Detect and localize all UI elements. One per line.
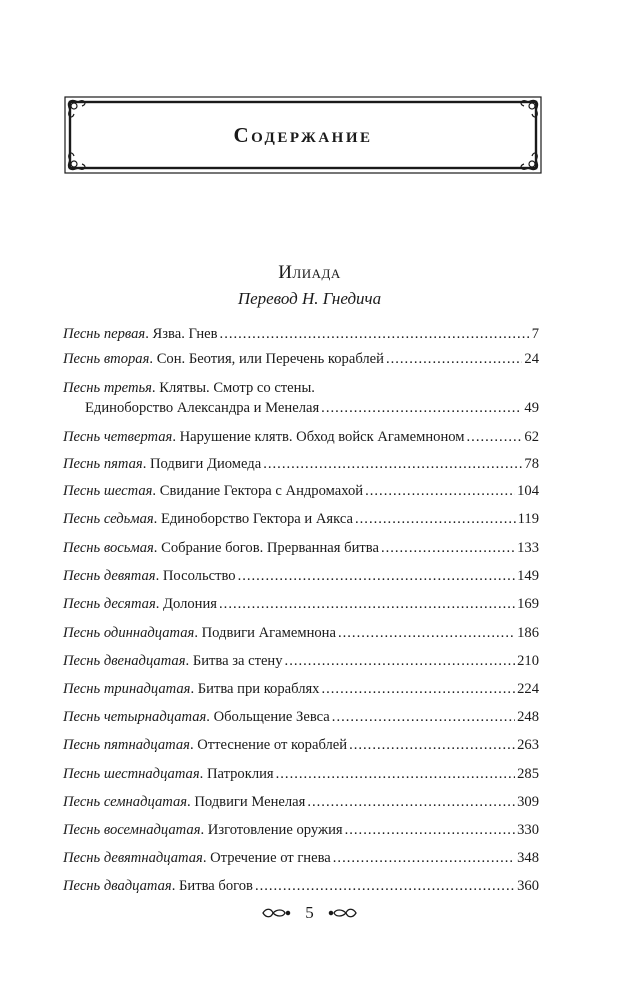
flourish-right-icon xyxy=(328,906,358,920)
toc-entry[interactable]: Песнь восьмая. Собрание богов. Прерванная битва ..... 133 xyxy=(63,538,539,558)
song-name: Песнь вторая xyxy=(63,351,150,367)
toc-entry[interactable]: Песнь третья. Клятвы. Смотр со стены. Единоборство Александра и Менелая ..... 49 xyxy=(63,378,539,418)
entry-title: Патроклия xyxy=(206,766,274,782)
song-name: Песнь двадцатая xyxy=(63,878,172,894)
page-number: 62 xyxy=(524,429,539,445)
entry-title: Подвиги Диомеда xyxy=(150,456,262,472)
song-name: Песнь десятая xyxy=(63,596,156,612)
work-subtitle: Перевод Н. Гнедича xyxy=(237,289,382,308)
entry-title: Посольство xyxy=(162,568,236,584)
song-name: Песнь четвертая xyxy=(63,429,173,445)
toc-entry[interactable]: Песнь пятнадцатая. Оттеснение от кораблей ..... 263 xyxy=(63,735,539,755)
toc-entry[interactable]: Песнь десятая. Долония ..... 169 xyxy=(63,594,539,614)
page-number: 224 xyxy=(517,681,539,697)
dot-leader xyxy=(365,481,515,501)
entry-title: Подвиги Менелая xyxy=(194,794,306,810)
page-footer xyxy=(0,902,619,923)
song-name: Песнь пятая xyxy=(63,456,143,472)
song-name: Песнь восьмая xyxy=(63,540,154,556)
song-name: Песнь восемнадцатая xyxy=(63,822,201,838)
entry-title: Сон. Беотия, или Перечень кораблей xyxy=(156,351,384,367)
page-number: 248 xyxy=(517,709,539,725)
page-number: 49 xyxy=(524,400,539,416)
dot-leader xyxy=(307,792,515,812)
entry-title: Битва богов xyxy=(179,878,253,894)
toc-entry[interactable]: Песнь двенадцатая. Битва за стену ..... 210 xyxy=(63,651,539,671)
entry-title: Битва при кораблях xyxy=(197,681,320,697)
toc-entry[interactable]: Песнь четвертая. Нарушение клятв. Обход войск Агамемноном ..... 62 xyxy=(63,427,539,447)
song-name: Песнь тринадцатая xyxy=(63,681,191,697)
title-frame xyxy=(64,96,542,174)
page-number: 348 xyxy=(517,850,539,866)
toc-entry[interactable]: Песнь двадцатая. Битва богов ..... 360 xyxy=(63,876,539,896)
dot-leader xyxy=(381,538,515,558)
song-name: Песнь седьмая xyxy=(63,511,154,527)
toc-entry[interactable]: Песнь одиннадцатая. Подвиги Агамемнона ..... 186 xyxy=(63,623,539,643)
dot-leader xyxy=(321,398,522,418)
entry-title: Оттеснение от кораблей xyxy=(197,737,348,753)
song-name: Песнь шестая xyxy=(63,483,153,499)
song-name: Песнь четырнадцатая xyxy=(63,709,207,725)
toc-entry[interactable]: Песнь девятая. Посольство ..... 149 xyxy=(63,566,539,586)
entry-title: Собрание богов. Прерванная битва xyxy=(161,540,379,556)
entry-title: Изготовление оружия xyxy=(207,822,343,838)
dot-leader xyxy=(333,848,515,868)
dot-leader xyxy=(345,820,516,840)
song-name: Песнь одиннадцатая xyxy=(63,625,195,641)
dot-leader xyxy=(332,707,515,727)
entry-title: Свидание Гектора с Андромахой xyxy=(159,483,364,499)
toc-entry[interactable]: Песнь шестая. Свидание Гектора с Андромахой ..... 104 xyxy=(63,481,539,501)
page-number: 7 xyxy=(531,326,539,342)
dot-leader xyxy=(285,651,516,671)
entry-title: Единоборство Гектора и Аякса xyxy=(160,511,353,527)
song-name: Песнь девятая xyxy=(63,568,156,584)
dot-leader xyxy=(219,594,515,614)
page-number: 133 xyxy=(517,540,539,556)
toc-entry[interactable]: Песнь шестнадцатая. Патроклия ..... 285 xyxy=(63,764,539,784)
entry-title: Долония xyxy=(163,596,218,612)
song-name: Песнь семнадцатая xyxy=(63,794,188,810)
dot-leader xyxy=(355,509,516,529)
entry-title-continued: Единоборство Александра и Менелая xyxy=(85,400,320,416)
page-number: 330 xyxy=(517,822,539,838)
toc-entry[interactable]: Песнь четырнадцатая. Обольщение Зевса ..... 248 xyxy=(63,707,539,727)
dot-leader xyxy=(386,349,522,369)
page-number: 78 xyxy=(524,456,539,472)
page-number: 119 xyxy=(517,511,539,527)
entry-title: Отречение от гнева xyxy=(210,850,331,866)
page-number: 24 xyxy=(524,351,539,367)
dot-leader xyxy=(263,454,522,474)
song-name: Песнь двенадцатая xyxy=(63,653,186,669)
page-number: 263 xyxy=(517,737,539,753)
page-title: Содержание xyxy=(233,123,373,147)
page-number: 104 xyxy=(517,483,539,499)
toc-entry[interactable]: Песнь девятнадцатая. Отречение от гнева ..... 348 xyxy=(63,848,539,868)
dot-leader xyxy=(238,566,516,586)
entry-title: Клятвы. Смотр со стены. xyxy=(159,380,315,396)
entry-title: Нарушение клятв. Обход войск Агамемноном xyxy=(179,429,465,445)
page-number: 169 xyxy=(517,596,539,612)
footer-page-number: 5 xyxy=(305,903,314,923)
page-number: 309 xyxy=(517,794,539,810)
dot-leader xyxy=(220,324,530,344)
dot-leader xyxy=(349,735,515,755)
toc-entry[interactable]: Песнь тринадцатая. Битва при кораблях ..... 224 xyxy=(63,679,539,699)
song-name: Песнь пятнадцатая xyxy=(63,737,190,753)
toc-entry[interactable]: Песнь седьмая. Единоборство Гектора и Аякса ..... 119 xyxy=(63,509,539,529)
dot-leader xyxy=(255,876,515,896)
page-number: 149 xyxy=(517,568,539,584)
dot-leader xyxy=(276,764,515,784)
song-name: Песнь третья xyxy=(63,380,152,396)
song-name: Песнь первая xyxy=(63,326,146,342)
toc-entry[interactable]: Песнь вторая. Сон. Беотия, или Перечень кораблей ..... 24 xyxy=(63,349,539,369)
dot-leader xyxy=(467,427,523,447)
work-title: Илиада xyxy=(278,262,341,283)
entry-title: Обольщение Зевса xyxy=(213,709,330,725)
entry-title: Битва за стену xyxy=(192,653,283,669)
page-number: 186 xyxy=(517,625,539,641)
toc-entry[interactable]: Песнь первая. Язва. Гнев ..... 7 xyxy=(63,324,539,344)
song-name: Песнь девятнадцатая xyxy=(63,850,203,866)
toc-entry[interactable]: Песнь пятая. Подвиги Диомеда ..... 78 xyxy=(63,454,539,474)
toc-entry[interactable]: Песнь восемнадцатая. Изготовление оружия ..... 330 xyxy=(63,820,539,840)
dot-leader xyxy=(338,623,515,643)
page-number: 360 xyxy=(517,878,539,894)
page-number: 285 xyxy=(517,766,539,782)
toc-entry[interactable]: Песнь семнадцатая. Подвиги Менелая ..... 309 xyxy=(63,792,539,812)
flourish-left-icon xyxy=(261,906,291,920)
entry-title: Подвиги Агамемнона xyxy=(201,625,336,641)
song-name: Песнь шестнадцатая xyxy=(63,766,200,782)
page-number: 210 xyxy=(517,653,539,669)
entry-title: Язва. Гнев xyxy=(152,326,218,342)
dot-leader xyxy=(321,679,515,699)
